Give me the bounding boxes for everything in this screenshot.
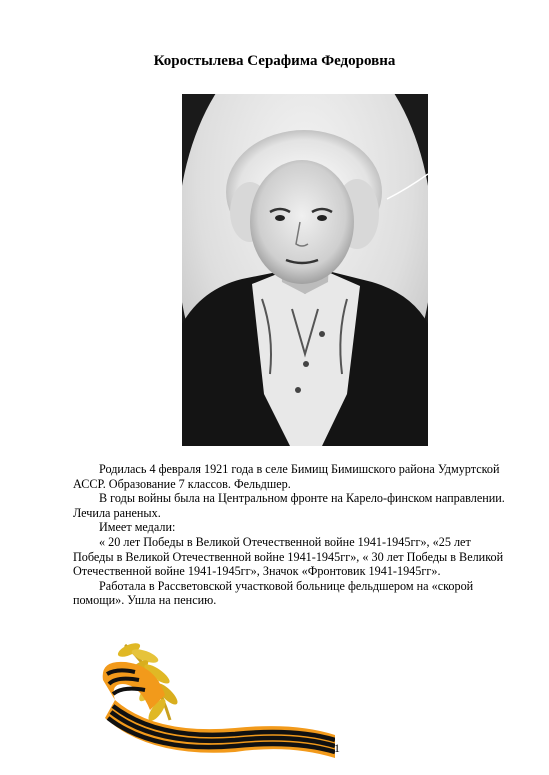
page-title: Коростылева Серафима Федоровна (153, 53, 396, 69)
bio-paragraph-birth: Родилась 4 февраля 1921 года в селе Бимищ Бимишского района Удмуртской АССР. Образование 7 классов. Фельдшер. (73, 462, 500, 491)
page-number: 1 (334, 741, 340, 755)
bio-paragraph-war: В годы войны была на Центральном фронте на Карело-финском направлении. Лечила раненых. (73, 491, 505, 520)
bio-paragraph-work: Работала в Рассветовской участковой больнице фельдшером на «скорой помощи». Ушла на пенсию. (73, 578, 474, 608)
st-george-ribbon-icon (95, 640, 335, 758)
bio-paragraph-medals: « 20 лет Победы в Великой Отечественной войне 1941-1945гг», «25 лет Победы в Великой Отечественной войне 1941-1945гг», « 30 лет Победы в Великой Отечественной войне 1941-1945гг», Значок «Фронтовик 1941-1945гг». (73, 534, 504, 579)
bio-paragraph-medals-heading: Имеет медали: (99, 520, 176, 535)
biography-text (73, 462, 513, 608)
portrait-photo (182, 94, 428, 446)
